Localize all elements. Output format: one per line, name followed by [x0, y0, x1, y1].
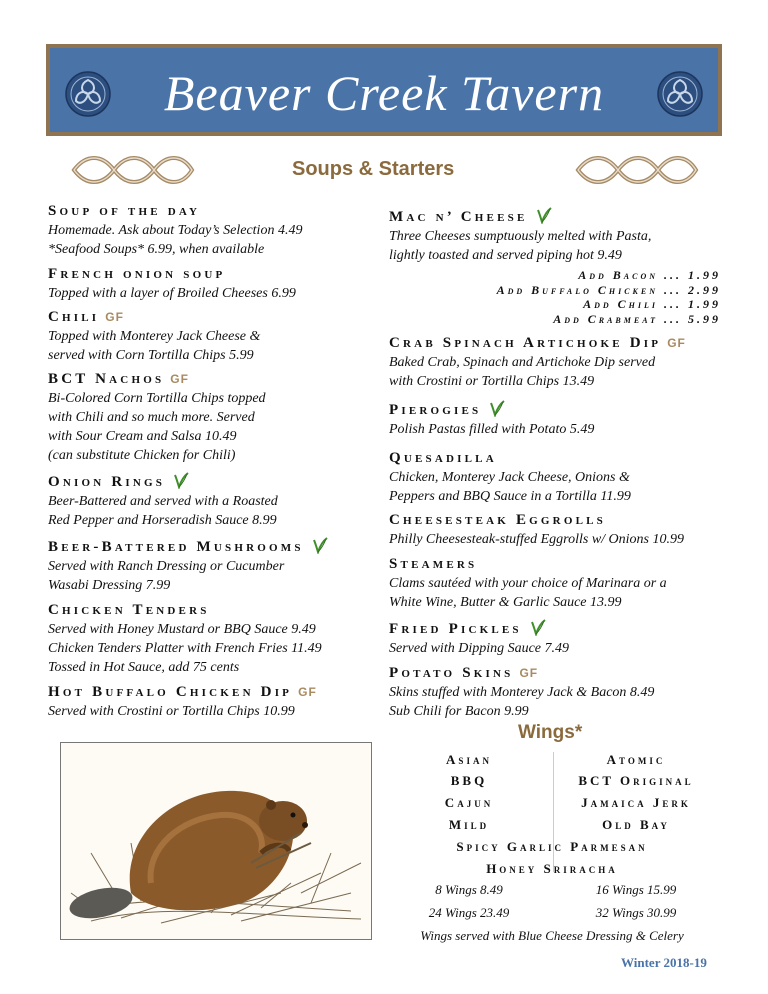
menu-item	[48, 202, 393, 259]
menu-item-name	[48, 536, 393, 557]
menu-item	[389, 618, 721, 658]
addon-option: Add Chili ... 1.99	[583, 297, 721, 311]
wing-flavor: Asian	[446, 752, 492, 767]
wing-flavor: Old Bay	[602, 817, 670, 832]
knot-divider-icon	[68, 152, 198, 188]
menu-item	[48, 471, 393, 530]
menu-item-description: with Sour Cream and Salsa 10.49	[48, 429, 237, 444]
menu-item-description: Wasabi Dressing 7.99	[48, 578, 171, 593]
menu-item-description: Served with Crostini or Tortilla Chips 10.99	[48, 704, 295, 719]
menu-item-description: Peppers and BBQ Sauce in a Tortilla 11.99	[389, 489, 631, 504]
menu-item-description: served with Corn Tortilla Chips 5.99	[48, 348, 254, 363]
menu-item	[389, 334, 721, 391]
menu-item-description: Bi-Colored Corn Tortilla Chips topped	[48, 391, 266, 406]
wing-flavor: BCT Original	[578, 773, 694, 788]
menu-item	[48, 370, 393, 465]
wing-flavor: Atomic	[606, 752, 666, 767]
vegetarian-leaf-icon	[171, 471, 189, 489]
addon-list	[389, 268, 721, 326]
addon-option: Add Bacon ... 1.99	[578, 268, 721, 282]
menu-item-description: Skins stuffed with Monterey Jack & Bacon 8.49	[389, 685, 655, 700]
menu-item-description: Served with Honey Mustard or BBQ Sauce 9.49	[48, 622, 316, 637]
menu-item-name	[48, 308, 393, 327]
menu-item	[48, 601, 393, 677]
menu-item-name	[389, 555, 721, 574]
menu-item-description: Three Cheeses sumptuously melted with Pasta,	[389, 229, 652, 244]
menu-item-name	[389, 399, 721, 420]
menu-item-title: Beer-Battered Mushrooms	[48, 539, 304, 555]
vegetarian-leaf-icon	[487, 399, 505, 417]
menu-item-description: Served with Ranch Dressing or Cucumber	[48, 559, 285, 574]
menu-item	[389, 555, 721, 612]
menu-item-description: Sub Chili for Bacon 9.99	[389, 704, 529, 719]
menu-item-description: Topped with Monterey Jack Cheese &	[48, 329, 261, 344]
menu-item-name	[48, 601, 393, 620]
menu-item-description: Polish Pastas filled with Potato 5.49	[389, 422, 595, 437]
gluten-free-badge: GF	[170, 372, 189, 386]
menu-item-title: Cheesesteak Eggrolls	[389, 512, 606, 528]
wing-flavor: Jamaica Jerk	[581, 795, 691, 810]
menu-item-description: Red Pepper and Horseradish Sauce 8.99	[48, 513, 277, 528]
right-menu-column	[389, 206, 721, 721]
menu-item-name	[389, 664, 721, 683]
menu-item	[48, 683, 393, 721]
wings-note: Wings served with Blue Cheese Dressing & Celery	[420, 928, 684, 943]
beaver-drawing	[61, 743, 371, 939]
menu-item-title: Pierogies	[389, 402, 482, 418]
addon-option: Add Buffalo Chicken ... 2.99	[496, 282, 721, 297]
header-banner	[46, 44, 722, 136]
menu-item-title: Hot Buffalo Chicken Dip	[48, 684, 293, 700]
menu-item-name	[48, 370, 393, 389]
menu-item-name	[389, 449, 721, 468]
menu-item-description: Served with Dipping Sauce 7.49	[389, 641, 570, 656]
menu-item-description: White Wine, Butter & Garlic Sauce 13.99	[389, 595, 622, 610]
menu-item-description: Tossed in Hot Sauce, add 75 cents	[48, 660, 240, 675]
menu-item-title: Onion Rings	[48, 474, 166, 490]
menu-item-title: Potato Skins	[389, 665, 514, 681]
menu-item	[389, 206, 721, 326]
celtic-knot-icon	[656, 70, 704, 118]
menu-item-name	[48, 265, 393, 284]
menu-item-title: Chicken Tenders	[48, 602, 210, 618]
menu-item-description: with Chili and so much more. Served	[48, 410, 255, 425]
menu-item	[389, 399, 721, 439]
section-title-wings: Wings*	[518, 722, 583, 743]
wing-flavor: Spicy Garlic Parmesan	[456, 839, 648, 854]
addon-option: Add Crabmeat ... 5.99	[553, 311, 721, 326]
wing-price: 32 Wings 30.99	[595, 905, 677, 920]
gluten-free-badge: GF	[105, 310, 124, 324]
menu-item	[389, 449, 721, 506]
menu-item-title: Crab Spinach Artichoke Dip	[389, 335, 662, 351]
menu-item-name	[389, 618, 721, 639]
wing-price: 16 Wings 15.99	[595, 882, 677, 897]
wing-flavor: Cajun	[444, 795, 494, 810]
menu-item-title: French onion soup	[48, 266, 226, 282]
menu-item-name	[389, 511, 721, 530]
gluten-free-badge: GF	[298, 685, 317, 699]
menu-item	[48, 265, 393, 303]
left-menu-column	[48, 202, 393, 721]
menu-item-title: Chili	[48, 309, 100, 325]
menu-item	[389, 664, 721, 721]
menu-item-description: Topped with a layer of Broiled Cheeses 6.99	[48, 286, 296, 301]
wing-flavor: BBQ	[450, 773, 488, 788]
menu-item	[389, 511, 721, 549]
beaver-illustration	[60, 742, 372, 940]
menu-item-description: lightly toasted and served piping hot 9.49	[389, 248, 622, 263]
menu-item-description: *Seafood Soups* 6.99, when available	[48, 242, 265, 257]
knot-divider-icon	[572, 152, 702, 188]
season-label: Winter 2018-19	[621, 955, 707, 970]
wing-price: 24 Wings 23.49	[428, 905, 510, 920]
menu-item-name	[48, 683, 393, 702]
menu-item-name	[48, 471, 393, 492]
menu-item-title: Mac n’ Cheese	[389, 209, 528, 225]
menu-item-description: Clams sautéed with your choice of Marinara or a	[389, 576, 667, 591]
gluten-free-badge: GF	[667, 336, 686, 350]
menu-item-description: Homemade. Ask about Today’s Selection 4.49	[48, 223, 303, 238]
menu-item	[48, 536, 393, 595]
menu-item-description: Chicken, Monterey Jack Cheese, Onions &	[389, 470, 630, 485]
menu-item-description: Philly Cheesesteak-stuffed Eggrolls w/ Onions 10.99	[389, 532, 685, 547]
menu-item-name	[389, 334, 721, 353]
menu-item-description: with Crostini or Tortilla Chips 13.49	[389, 374, 595, 389]
menu-item-title: Quesadilla	[389, 450, 497, 466]
wing-flavor: Mild	[448, 817, 490, 832]
gluten-free-badge: GF	[519, 666, 539, 680]
menu-item	[48, 308, 393, 365]
menu-item-name	[389, 206, 721, 227]
vegetarian-leaf-icon	[534, 206, 552, 224]
menu-item-description: Beer-Battered and served with a Roasted	[48, 494, 278, 509]
vegetarian-leaf-icon	[528, 618, 546, 636]
menu-item-title: Fried Pickles	[389, 621, 522, 637]
menu-item-description: Chicken Tenders Platter with French Fries 11.49	[48, 641, 322, 656]
page-title: Beaver Creek Tavern	[163, 65, 605, 121]
menu-item-name	[48, 202, 393, 221]
wing-price: 8 Wings 8.49	[435, 882, 503, 897]
section-title-soups-starters: Soups & Starters	[292, 158, 455, 180]
wing-flavor: Honey Sriracha	[486, 861, 618, 876]
vegetarian-leaf-icon	[310, 536, 328, 554]
menu-item-description: Baked Crab, Spinach and Artichoke Dip served	[389, 355, 656, 370]
menu-item-title: Soup of the day	[48, 203, 201, 219]
menu-item-title: Steamers	[389, 556, 478, 572]
menu-item-description: (can substitute Chicken for Chili)	[48, 448, 236, 463]
menu-item-title: BCT Nachos	[48, 371, 165, 387]
